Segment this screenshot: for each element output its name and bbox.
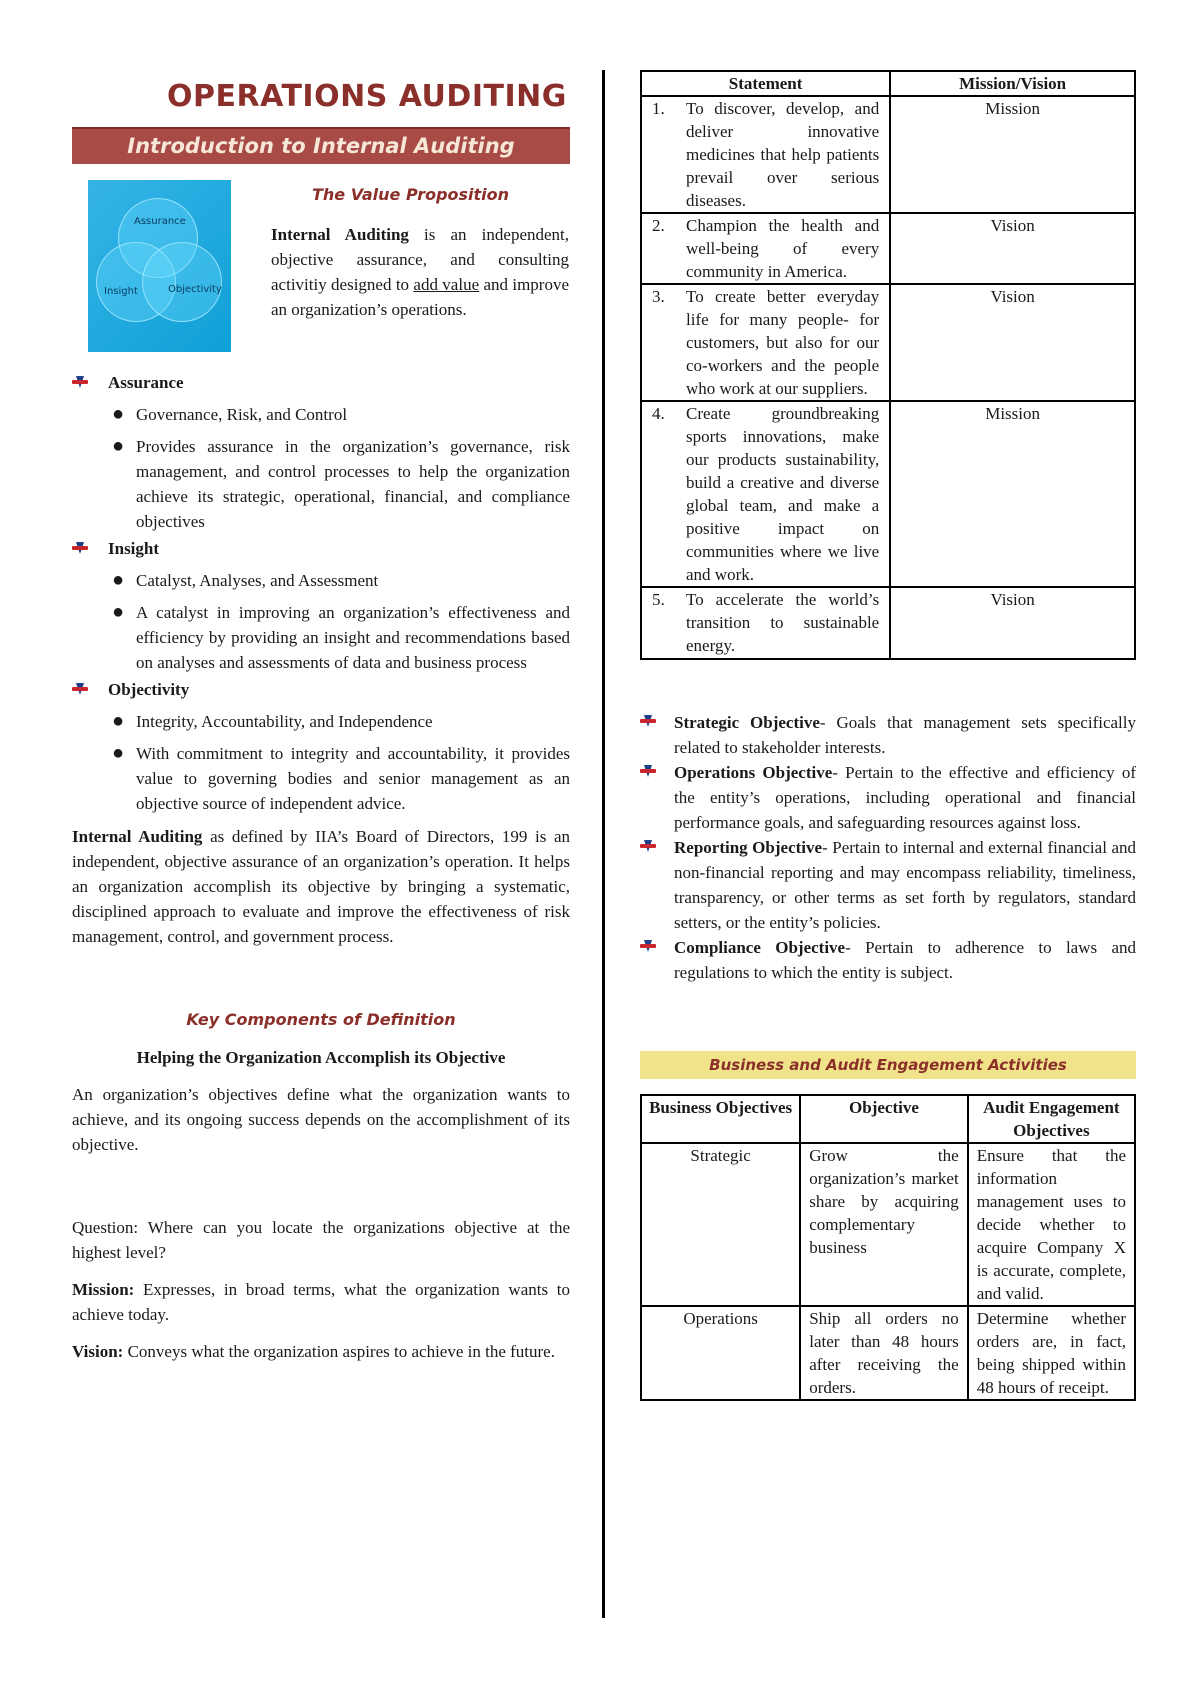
venn-diagram-image (88, 180, 231, 352)
question-paragraph: Question: Where can you locate the organizations objective at the highest level? (72, 1218, 570, 1262)
venn-label-assurance: Assurance (134, 216, 186, 227)
table-row: 5. To accelerate the world’s transition to sustainable energy. Vision (641, 587, 1135, 659)
bullet-group-objectivity (72, 677, 570, 816)
mission-definition: Mission: Expresses, in broad terms, what the organization wants to achieve today. (72, 1280, 570, 1324)
business-audit-banner (640, 1051, 1136, 1079)
arrow-bullet-icon (72, 682, 88, 698)
table-row: 2. Champion the health and well-being of every community in America. Vision (641, 213, 1135, 284)
value-proposition-text (271, 222, 569, 322)
venn-label-insight: Insight (104, 286, 138, 297)
objectives-list (640, 710, 1136, 985)
list-item: ● A catalyst in improving an organization’s effectiveness and efficiency by providing an insight and recommendations based on analyses and assessments of data and business process (112, 601, 570, 672)
page-title: OPERATIONS AUDITING (167, 79, 567, 114)
column-header: Audit Engagement Objectives (968, 1095, 1135, 1143)
vp-bold: Internal Auditing (271, 225, 409, 244)
mission-vision-table (640, 70, 1136, 660)
vp-text-1: is an independent, objective assurance, and consulting activitiy designed to (271, 225, 570, 294)
table-header-row (641, 1095, 1135, 1143)
vp-text-2: and improve an organization’s operations. (271, 275, 570, 319)
business-audit-table (640, 1094, 1136, 1401)
list-item: Reporting Objective- Pertain to internal and external financial and non-financial reporting and may encompass reliability, timeliness, transparency, or other terms as set forth by regulators, standard setters, or the entity’s policies. (640, 835, 1136, 935)
table-row: 3. To create better everyday life for many people- for customers, but also for our co-workers and the people who work at our suppliers. Vision (641, 284, 1135, 401)
arrow-bullet-icon (640, 764, 656, 780)
vision-definition: Vision: Conveys what the organization aspires to achieve in the future. (72, 1342, 555, 1361)
list-item: ● Integrity, Accountability, and Independence (112, 710, 433, 732)
list-item: ● With commitment to integrity and accountability, it provides value to governing bodies and senior management as an objective source of independent advice. (112, 742, 570, 813)
bullet-heading: Assurance (72, 370, 570, 395)
left-column (72, 70, 570, 1364)
arrow-bullet-icon (72, 541, 88, 557)
right-column (640, 70, 1136, 1401)
list-item: ● Catalyst, Analyses, and Assessment (112, 569, 379, 591)
business-audit-banner-label: Business and Audit Engagement Activities (709, 1055, 1067, 1074)
bullet-heading: Insight (72, 536, 570, 561)
bullet-heading: Objectivity (72, 677, 570, 702)
arrow-bullet-icon (640, 714, 656, 730)
value-proposition-heading: The Value Proposition (312, 185, 510, 204)
column-header: Business Objectives (641, 1095, 800, 1143)
venn-label-objectivity: Objectivity (168, 284, 222, 295)
vp-underline: add value (413, 275, 480, 294)
table-row: Strategic Grow the organization’s market share by acquiring complementary business Ensure that the information management uses to decide whether to acquire Company X is accurate, complete, and valid. (641, 1143, 1135, 1306)
column-divider (602, 70, 605, 1618)
list-item: Strategic Objective- Goals that management sets specifically related to stakeholder interests. (640, 710, 1136, 760)
intro-banner (72, 127, 570, 164)
table-row: Operations Ship all orders no later than 48 hours after receiving the orders. Determine whether orders are, in fact, being shipped within 48 hours of receipt. (641, 1306, 1135, 1400)
value-proposition (72, 180, 570, 380)
list-item: Operations Objective- Pertain to the effective and efficiency of the entity’s operations, including operational and financial performance goals, and safeguarding resources against loss. (640, 760, 1136, 835)
column-header: Statement (641, 71, 890, 96)
list-item: Compliance Objective- Pertain to adherence to laws and regulations to which the entity is subject. (640, 935, 1136, 985)
list-item: ● Provides assurance in the organization’s governance, risk management, and control processes to help the organization achieve its strategic, operational, financial, and compliance objectives (112, 435, 570, 531)
table-header-row (641, 71, 1135, 96)
bullet-group-insight (72, 536, 570, 675)
column-header: Objective (800, 1095, 967, 1143)
objectives-paragraph: An organization’s objectives define what the organization wants to achieve, and its ongoing success depends on the accomplishment of its objective. (72, 1085, 570, 1154)
arrow-bullet-icon (72, 375, 88, 391)
arrow-bullet-icon (640, 839, 656, 855)
ia-definition: Internal Auditing as defined by IIA’s Board of Directors, 199 is an independent, objective assurance of an organization’s operation. It helps an organization accomplish its objective by bringing a systematic, disciplined approach to evaluate and improve the effectiveness of risk management, control, and government process. (72, 827, 570, 946)
key-components-subheading: Helping the Organization Accomplish its Objective (136, 1048, 506, 1067)
arrow-bullet-icon (640, 939, 656, 955)
column-header: Mission/Vision (890, 71, 1135, 96)
list-item: ● Governance, Risk, and Control (112, 403, 348, 425)
key-components-heading: Key Components of Definition (186, 1010, 456, 1029)
table-row: 4. Create groundbreaking sports innovations, make our products sustainability, build a creative and diverse global team, and make a positive impact on communities where we live and work. Mission (641, 401, 1135, 587)
bullet-group-assurance (72, 370, 570, 534)
bullet-section (72, 370, 570, 816)
intro-banner-label: Introduction to Internal Auditing (127, 134, 515, 158)
table-row: 1. To discover, develop, and deliver innovative medicines that help patients prevail over serious diseases. Mission (641, 96, 1135, 213)
